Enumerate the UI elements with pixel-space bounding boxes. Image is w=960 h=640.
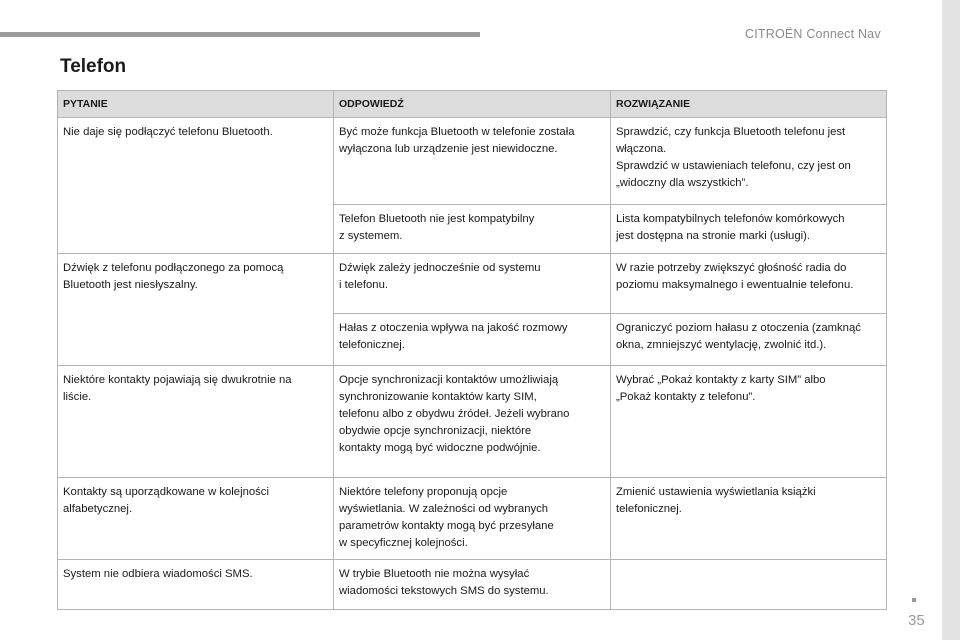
solution-text: Lista kompatybilnych telefonów komórkowych jest dostępna na stronie marki (usługi). bbox=[616, 213, 845, 242]
answer-text: Dźwięk zależy jednocześnie od systemu i telefonu. bbox=[339, 262, 541, 291]
table-header-row bbox=[58, 91, 887, 118]
answer-cell bbox=[334, 254, 611, 314]
answer-cell bbox=[334, 205, 611, 254]
solution-text: Wybrać „Pokaż kontakty z karty SIM” albo „Pokaż kontakty z telefonu”. bbox=[616, 374, 826, 403]
page-side-strip bbox=[942, 0, 960, 640]
solution-cell bbox=[611, 366, 887, 478]
answer-cell bbox=[334, 314, 611, 366]
question-text: Nie daje się podłączyć telefonu Bluetooth. bbox=[63, 126, 273, 138]
answer-cell bbox=[334, 366, 611, 478]
answer-text: Telefon Bluetooth nie jest kompatybilny z systemem. bbox=[339, 213, 535, 242]
solution-text: Ograniczyć poziom hałasu z otoczenia (zamknąć okna, zmniejszyć wentylację, zwolnić itd.). bbox=[616, 322, 861, 351]
solution-cell bbox=[611, 118, 887, 205]
question-cell bbox=[58, 560, 334, 610]
brand-label: CITROËN Connect Nav bbox=[745, 27, 881, 41]
table-row bbox=[58, 478, 887, 560]
question-cell bbox=[58, 118, 334, 254]
page-number: 35 bbox=[908, 612, 925, 629]
column-header-solution: ROZWIĄZANIE bbox=[611, 91, 887, 118]
solution-cell bbox=[611, 314, 887, 366]
answer-text: Niektóre telefony proponują opcje wyświetlania. W zależności od wybranych parametrów kontakty mogą być przesyłane w specyficznej kolejności. bbox=[339, 486, 554, 549]
solution-text: Zmienić ustawienia wyświetlania książki telefonicznej. bbox=[616, 486, 816, 515]
table-row bbox=[58, 254, 887, 314]
question-text: Kontakty są uporządkowane w kolejności alfabetycznej. bbox=[63, 486, 269, 515]
answer-text: Hałas z otoczenia wpływa na jakość rozmowy telefonicznej. bbox=[339, 322, 568, 351]
solution-cell bbox=[611, 254, 887, 314]
page-title: Telefon bbox=[60, 56, 127, 77]
column-header-answer: ODPOWIEDŹ bbox=[334, 91, 611, 118]
question-text: System nie odbiera wiadomości SMS. bbox=[63, 568, 253, 580]
answer-text: Być może funkcja Bluetooth w telefonie została wyłączona lub urządzenie jest niewidoczne. bbox=[339, 126, 575, 155]
solution-text: Sprawdzić, czy funkcja Bluetooth telefonu jest włączona. Sprawdzić w ustawieniach telefonu, czy jest on „widoczny dla wszystkich”. bbox=[616, 126, 851, 189]
answer-cell bbox=[334, 560, 611, 610]
answer-text: W trybie Bluetooth nie można wysyłać wiadomości tekstowych SMS do systemu. bbox=[339, 568, 549, 597]
page-marker-dot bbox=[912, 598, 916, 602]
solution-cell bbox=[611, 560, 887, 610]
table-row bbox=[58, 118, 887, 205]
question-cell bbox=[58, 478, 334, 560]
solution-cell bbox=[611, 205, 887, 254]
question-text: Dźwięk z telefonu podłączonego za pomocą Bluetooth jest niesłyszalny. bbox=[63, 262, 284, 291]
column-header-question: PYTANIE bbox=[58, 91, 334, 118]
header-rule bbox=[0, 32, 480, 37]
answer-text: Opcje synchronizacji kontaktów umożliwiają synchronizowanie kontaktów karty SIM, telefonu albo z obydwu źródeł. Jeżeli wybrano obydwie opcje synchronizacji, niektóre kontakty mogą być widoczne podwójnie. bbox=[339, 374, 570, 454]
question-text: Niektóre kontakty pojawiają się dwukrotnie na liście. bbox=[63, 374, 292, 403]
answer-cell bbox=[334, 118, 611, 205]
answer-cell bbox=[334, 478, 611, 560]
question-cell bbox=[58, 366, 334, 478]
troubleshooting-table bbox=[57, 90, 887, 610]
solution-text: W razie potrzeby zwiększyć głośność radia do poziomu maksymalnego i ewentualnie telefonu. bbox=[616, 262, 854, 291]
table-row bbox=[58, 366, 887, 478]
solution-cell bbox=[611, 478, 887, 560]
table-row bbox=[58, 560, 887, 610]
question-cell bbox=[58, 254, 334, 366]
